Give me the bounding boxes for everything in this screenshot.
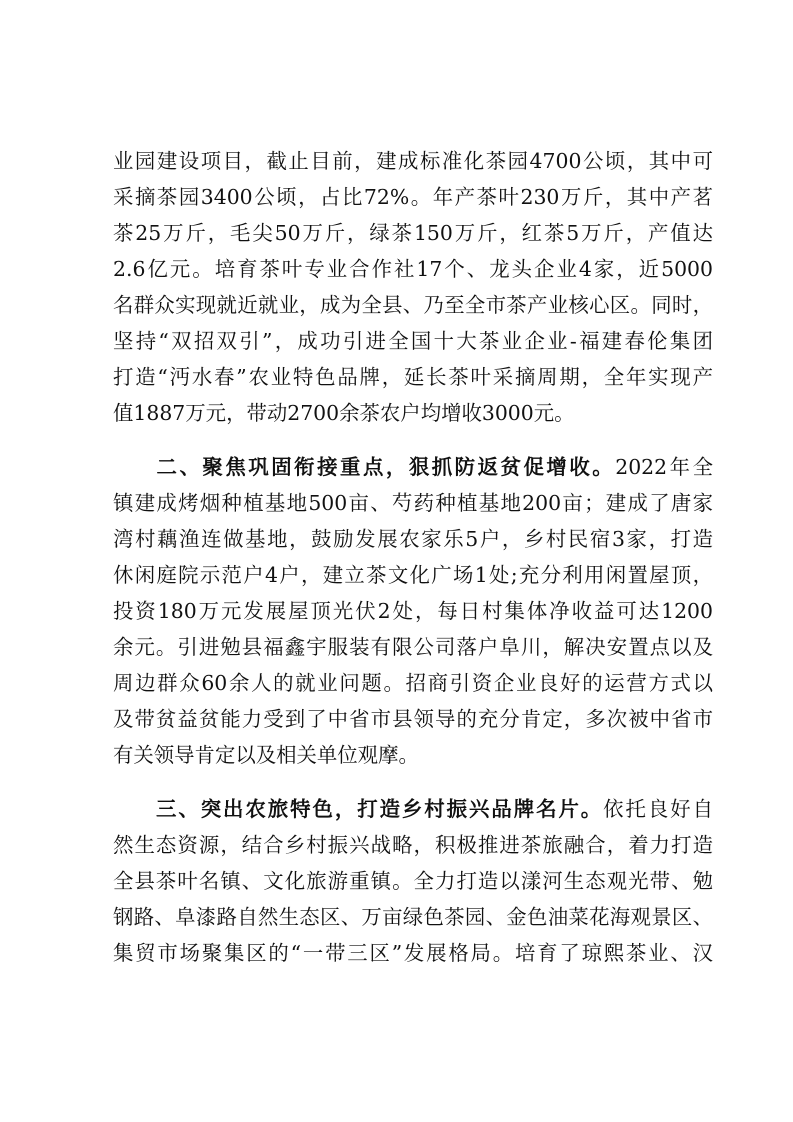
text-line: 采摘茶园3400公顷，占比72%。年产茶叶230万斤，其中产茗	[113, 185, 713, 209]
text-line: 全县茶叶名镇、文化旅游重镇。全力打造以漾河生态观光带、勉	[113, 869, 713, 893]
text-line: 钢路、阜漆路自然生态区、万亩绿色茶园、金色油菜花海观景区、	[113, 905, 713, 929]
paragraph-first-line	[113, 450, 713, 484]
text-line: 投资180万元发展屋顶光伏2处，每日村集体净收益可达1200	[113, 599, 713, 623]
text-line: 业园建设项目，截止目前，建成标准化茶园4700公顷，其中可	[113, 149, 713, 173]
text-line: 坚持“双招双引”，成功引进全国十大茶业企业-福建春伦集团	[113, 329, 713, 353]
text-run: 2022年全	[615, 455, 713, 479]
text-line: 打造“沔水春”农业特色品牌，延长茶叶采摘周期，全年实现产	[113, 365, 713, 389]
text-line: 然生态资源，结合乡村振兴战略，积极推进茶旅融合，着力打造	[113, 833, 713, 857]
text-line: 周边群众60余人的就业问题。招商引资企业良好的运营方式以	[113, 671, 713, 695]
text-line: 名群众实现就近就业，成为全县、乃至全市茶产业核心区。同时，	[113, 293, 713, 317]
text-line: 集贸市场聚集区的“一带三区”发展格局。培育了琼熙茶业、汉	[113, 941, 713, 965]
text-line: 茶25万斤，毛尖50万斤，绿茶150万斤，红茶5万斤，产值达	[113, 221, 713, 245]
text-line: 余元。引进勉县福鑫宇服装有限公司落户阜川，解决安置点以及	[113, 635, 713, 659]
text-line: 湾村藕渔连做基地，鼓励发展农家乐5户，乡村民宿3家，打造	[113, 527, 713, 551]
text-line: 2.6亿元。培育茶叶专业合作社17个、龙头企业4家，近5000	[113, 257, 713, 281]
text-line: 镇建成烤烟种植基地500亩、芍药种植基地200亩；建成了唐家	[113, 491, 713, 515]
text-line: 有关领导肯定以及相关单位观摩。	[113, 743, 419, 767]
text-line: 值1887万元，带动2700余茶农户均增收3000元。	[113, 401, 575, 425]
text-line: 休闲庭院示范户4户，建立茶文化广场1处;充分利用闲置屋顶，	[113, 563, 713, 587]
text-run: 依托良好自	[603, 797, 714, 821]
text-line: 及带贫益贫能力受到了中省市县领导的充分肯定，多次被中省市	[113, 707, 713, 731]
paragraph-first-line	[113, 792, 713, 826]
section-heading: 三、突出农旅特色，打造乡村振兴品牌名片。	[154, 797, 604, 821]
section-heading: 二、聚焦巩固衔接重点，狠抓防返贫促增收。	[154, 455, 616, 479]
